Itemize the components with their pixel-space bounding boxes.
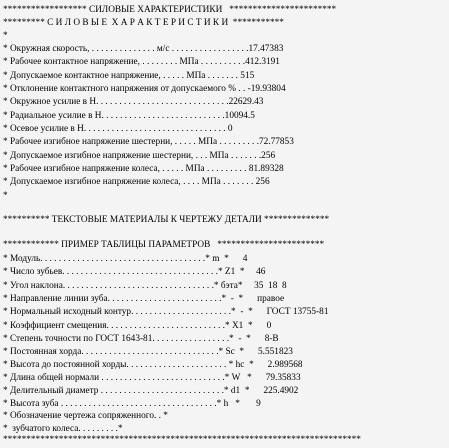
text-line: * Допускаемое контактное напряжение, . . . . . МПа . . . . . . . 515 xyxy=(3,71,255,81)
text-line: * Длина общей нормали . . . . . . . . . . . . . . . . . . . . . . . . . . .* W * 79.35833 xyxy=(3,373,301,383)
text-line: * Радиальное усилие в Н. . . . . . . . . . . . . . . . . . . . . . . . . . .10094.5 xyxy=(3,111,255,121)
text-line: ************ ПРИМЕР ТАБЛИЦЫ ПАРАМЕТРОВ *********************** xyxy=(3,240,325,250)
text-line: * Число зубьев. . . . . . . . . . . . . . . . . . . . . . . . . . . . . . . . . .* Z1 * 46 xyxy=(3,267,266,277)
text-line: * Рабочее контактное напряжение, . . . . . . . . МПа . . . . . . . . . .412.3191 xyxy=(3,57,280,67)
text-line: * Рабочее изгибное напряжение шестерни, . . . . . МПа . . . . . . . . .72.77853 xyxy=(3,137,294,147)
text-line: * Окружная скорость, . . . . . . . . . . . . . . м/с . . . . . . . . . . . . . . . . .17.47383 xyxy=(3,44,284,54)
text-line: * Направление линии зуба. . . . . . . . . . . . . . . . . . . . . . . . .* - * правое xyxy=(3,294,285,304)
text-line: * Осевое усилие в Н. . . . . . . . . . . . . . . . . . . . . . . . . . . . . . . 0 xyxy=(3,124,233,134)
text-line: * Коэффициент смещения. . . . . . . . . . . . . . . . . . . . . . . . . .* X1 * 0 xyxy=(3,321,272,331)
text-line: * Угол наклона. . . . . . . . . . . . . . . . . . . . . . . . . . . . . . . . .* бэта* 35 18 8 xyxy=(3,281,287,291)
text-line: ****************** СИЛОВЫЕ ХАРАКТЕРИСТИКИ *********************** xyxy=(3,5,337,15)
text-line: * xyxy=(3,31,8,41)
text-line: ***************************************************************************** xyxy=(3,435,361,445)
text-line: * Постоянная хорда. . . . . . . . . . . . . . . . . . . . . . . . . . . . . .* Sc * 5.551823 xyxy=(3,347,293,357)
text-line: * Высота до постоянной хорды. . . . . . . . . . . . . . . . . . . . . . * hc * 2.989568 xyxy=(3,360,303,370)
text-line: * Рабочее изгибное напряжение колеса, . . . . . МПа . . . . . . . . . 81.89328 xyxy=(3,164,284,174)
text-line: ********** ТЕКСТОВЫЕ МАТЕРИАЛЫ К ЧЕРТЕЖУ ДЕТАЛИ ************** xyxy=(3,215,330,225)
text-line: * Допускаемое изгибное напряжение шестерни, . . . МПа . . . . . . .256 xyxy=(3,151,276,161)
text-line: * Высота зуба . . . . . . . . . . . . . . . . . . . . . . . . . . . . . . . . . .* h * 9 xyxy=(3,399,261,409)
text-line: * Нормальный исходный контур. . . . . . . . . . . . . . . . . . . . . .* - * ГОСТ 13755-81 xyxy=(3,307,329,317)
text-line: * Допускаемое изгибное напряжение колеса, . . . . МПа . . . . . . . 256 xyxy=(3,177,270,187)
text-line: * Окружное усилие в Н. . . . . . . . . . . . . . . . . . . . . . . . . . . . .22629.43 xyxy=(3,97,264,107)
text-line: * xyxy=(3,191,8,201)
text-line: ********* С И Л О В Ы Е Х А Р А К Т Е Р И С Т И К И *********** xyxy=(3,18,284,28)
text-line: * Модуль. . . . . . . . . . . . . . . . . . . . . . . . . . . . . . . . . . . .* m * 4 xyxy=(3,254,248,264)
text-line: * Делительный диаметр . . . . . . . . . . . . . . . . . . . . . . . . . . .* d1 * 225.4902 xyxy=(3,386,299,396)
text-line: * зубчатого колеса. . . . . . . . .* xyxy=(3,424,123,434)
text-line: * Обозначение чертежа сопряженного. . * xyxy=(3,411,168,421)
text-line xyxy=(3,227,449,239)
text-line: * Отклонение контактного напряжения от допускаемого % . . -19.93804 xyxy=(3,84,286,94)
text-line: * Степень точности по ГОСТ 1643-81. . . . . . . . . . . . . . . . .* - * 8-В xyxy=(3,334,279,344)
